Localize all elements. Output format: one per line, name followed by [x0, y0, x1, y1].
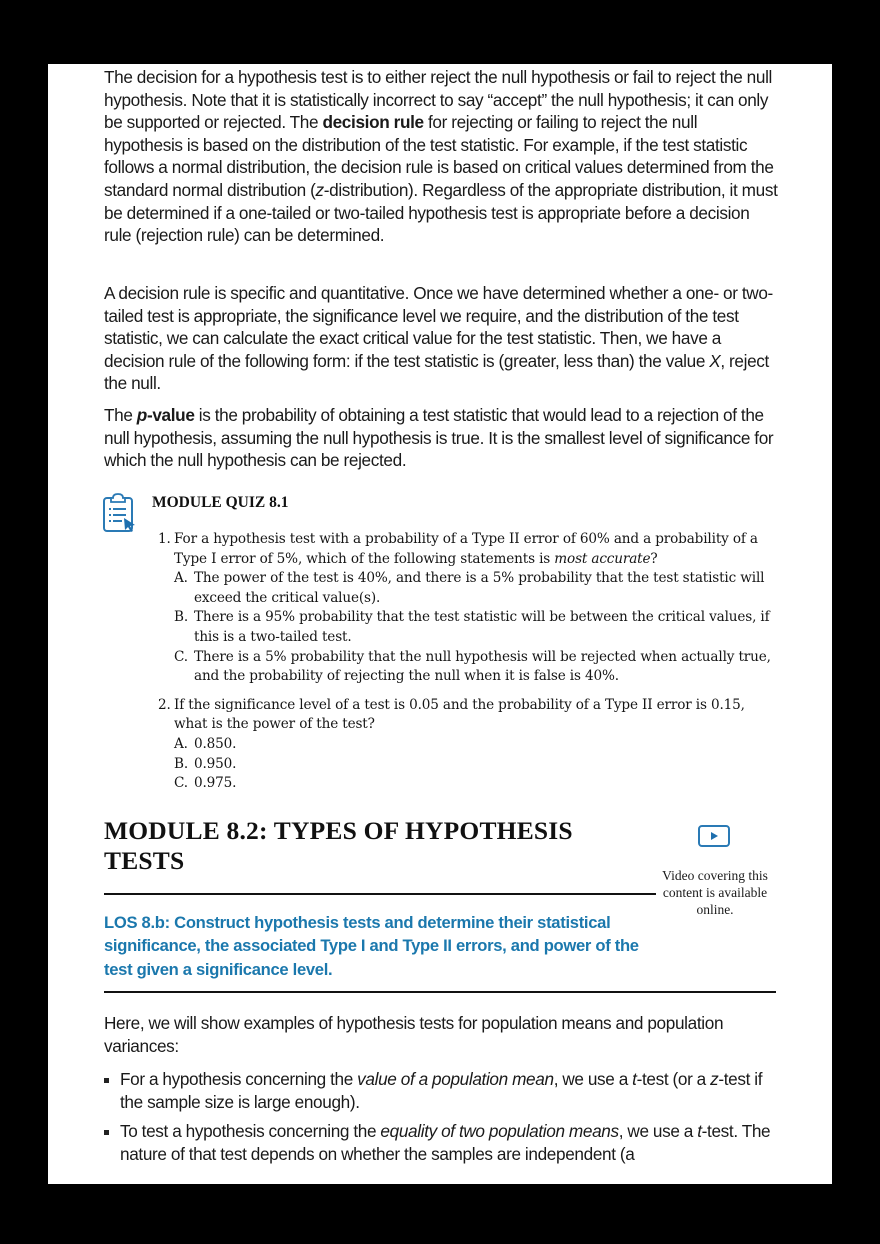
video-play-icon[interactable] — [698, 825, 730, 847]
term-p: p — [136, 405, 147, 425]
option-letter: B. — [174, 755, 189, 772]
italic-run: z — [710, 1069, 719, 1089]
text-run: , reject the null. — [104, 350, 769, 394]
question-number: 2. — [158, 696, 171, 713]
option-letter: A. — [174, 570, 188, 587]
term-value: -value — [146, 405, 195, 425]
answer-option-c[interactable] — [174, 648, 778, 687]
text-run: The — [104, 405, 137, 425]
text-run: -distribution). Regardless of the appropriate distribution, it must be determined if a one-tailed or two-tailed hypothesis test is appropriate before a decision rule (rejection rule) can be determined. — [104, 179, 778, 246]
question-text: If the significance level of a test is 0.05 and the probability of a Type II error is 0.15, what is the power of the test? — [174, 696, 745, 733]
text-run: , we use a — [618, 1121, 698, 1142]
quiz-title: MODULE QUIZ 8.1 — [152, 494, 289, 511]
quiz-questions — [158, 530, 778, 803]
italic-run: t — [697, 1121, 702, 1142]
question-number: 1. — [158, 531, 171, 547]
heading-divider — [104, 893, 656, 895]
clipboard-checklist-icon — [102, 492, 136, 534]
text-run: -test. The nature of that test depends on whether the samples are independent (a — [120, 1121, 771, 1164]
square-bullet-icon — [104, 1078, 109, 1083]
text-run: A decision rule is specific and quantitative. Once we have determined whether a one- or two-tailed test is appropriate, the significance level we require, and the distribution of the test statistic, we can calculate the exact critical value for the test statistic. Then, we have a decision rule of the following form: if the test statistic is (greater, less than) the value — [104, 283, 773, 371]
text-run: -test if the sample size is large enough). — [120, 1069, 763, 1112]
square-bullet-icon — [104, 1130, 109, 1135]
option-text: 0.850. — [194, 735, 237, 752]
module-heading: MODULE 8.2: TYPES OF HYPOTHESIS TESTS — [104, 816, 573, 875]
text-run: For a hypothesis concerning the — [120, 1069, 358, 1089]
text-run: -test (or a — [636, 1069, 711, 1089]
learning-outcome-statement: LOS 8.b: Construct hypothesis tests and determine their statistical significance, the associated Type I and Type II errors, and power of the test given a significance level. — [104, 913, 639, 979]
video-caption: Video covering this content is available online. — [662, 868, 768, 917]
italic-run: t — [632, 1069, 637, 1089]
text-run: for rejecting or failing to reject the null hypothesis is based on the distribution of the test statistic. For example, if the test statistic follows a normal distribution, the decision rule is based on critical values determined from the standard normal distribution ( — [104, 112, 774, 200]
text-run: To test a hypothesis concerning the — [120, 1121, 381, 1142]
option-text: The power of the test is 40%, and there is a 5% probability that the test statistic will exceed the critical value(s). — [194, 570, 765, 606]
text-run: , we use a — [553, 1069, 633, 1089]
paragraph-decision-rule — [104, 66, 778, 247]
answer-option-b[interactable] — [174, 608, 778, 647]
paragraph-decision-rule-specific — [104, 282, 778, 395]
option-text: 0.975. — [194, 775, 237, 792]
text-run: The decision for a hypothesis test is to either reject the null hypothesis or fail to reject the null hypothesis. Note that it is statistically incorrect to say “accept” the null hypothesis; it can only be supported or rejected. The — [104, 67, 773, 133]
italic-run: equality of two population means — [380, 1121, 619, 1142]
question-text-italic: most accurate — [554, 550, 651, 567]
option-letter: C. — [174, 648, 188, 665]
question-text: For a hypothesis test with a probability of a Type II error of 60% and a probability of a Type I error of 5%, which of the following statements is — [174, 531, 758, 567]
option-text: There is a 5% probability that the null hypothesis will be rejected when actually true, and the probability of rejecting the null when it is false is 40%. — [194, 648, 771, 685]
italic-z: z — [315, 179, 324, 200]
los-divider — [104, 991, 776, 993]
quiz-question-2 — [158, 696, 778, 794]
answer-option-a[interactable] — [174, 735, 778, 755]
italic-run: value of a population mean — [357, 1069, 554, 1089]
italic-x: X — [709, 350, 721, 371]
bullet-item — [104, 1120, 778, 1165]
term-decision-rule: decision rule — [322, 112, 424, 133]
option-text: There is a 95% probability that the test statistic will be between the critical values, if this is a two-tailed test. — [194, 609, 770, 645]
option-letter: B. — [174, 609, 189, 626]
answer-option-b[interactable] — [174, 755, 778, 775]
answer-option-c[interactable] — [174, 774, 778, 794]
play-triangle-icon — [711, 832, 718, 840]
paragraph-examples-intro: Here, we will show examples of hypothesis tests for population means and population variances: — [104, 1013, 724, 1056]
quiz-question-1 — [158, 530, 778, 687]
document-page — [48, 64, 832, 1184]
bullet-item — [104, 1068, 778, 1113]
option-letter: C. — [174, 775, 188, 792]
text-run: is the probability of obtaining a test statistic that would lead to a rejection of the null hypothesis, assuming the null hypothesis is true. It is the smallest level of significance for which the null hypothesis can be rejected. — [104, 405, 774, 471]
bullet-list — [104, 1068, 778, 1172]
answer-option-a[interactable] — [174, 569, 778, 608]
question-text: ? — [650, 550, 658, 567]
option-text: 0.950. — [194, 755, 237, 772]
paragraph-p-value — [104, 404, 778, 472]
option-letter: A. — [174, 735, 188, 752]
